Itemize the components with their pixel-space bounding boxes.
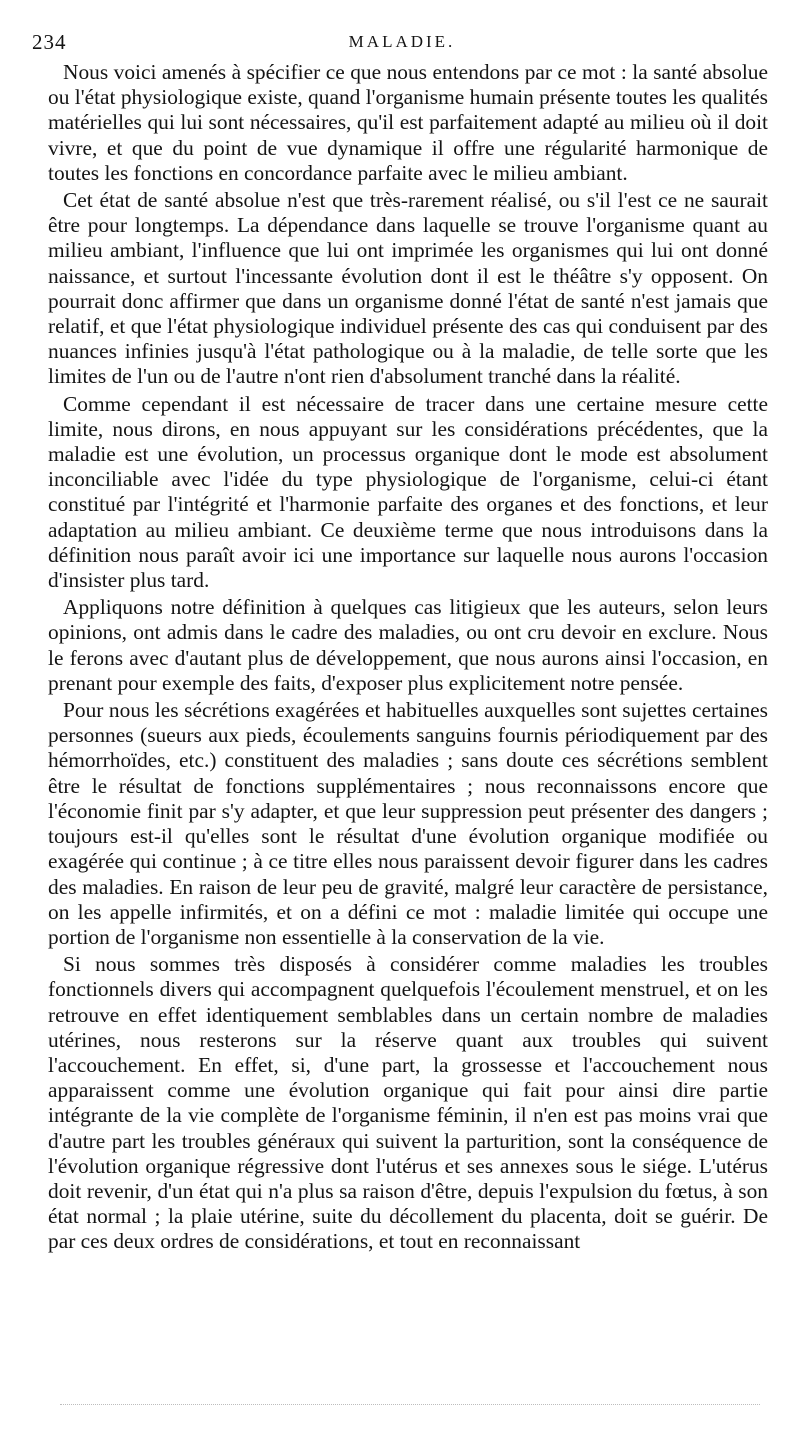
paragraph-4: Appliquons notre définition à quelques cas litigieux que les auteurs, selon leurs opinions, ont admis dans le cadre des maladies, ou ont cru devoir en exclure. Nous le ferons avec d'autant plus de développement, que nous aurons ainsi l'occasion, en prenant pour exemple des faits, d'exposer plus explicitement notre pensée. (48, 595, 768, 695)
paragraph-1: Nous voici amenés à spécifier ce que nous entendons par ce mot : la santé absolue ou l'état physiologique existe, quand l'organisme humain présente toutes les qualités matérielles qui lui sont nécessaires, qu'il est parfaitement adapté au milieu où il doit vivre, et que du point de vue dynamique il offre une régularité harmonique de toutes les fonctions en concordance parfaite avec le milieu ambiant. (48, 60, 768, 185)
page-number: 234 (32, 30, 67, 54)
running-title: MALADIE. (348, 32, 456, 51)
paragraph-5: Pour nous les sécrétions exagérées et habituelles auxquelles sont sujettes certaines personnes (sueurs aux pieds, écoulements sanguins fournis périodiquement par des hémorrhoïdes, etc.) constituent des maladies ; sans doute ces sécrétions semblent être le résultat de fonctions supplémentaires ; nous reconnaissons encore que l'économie finit par s'y adapter, et que leur suppression peut présenter des dangers ; toujours est-il qu'elles sont le résultat d'une évolution organique modifiée ou exagérée qui continue ; à ce titre elles nous paraissent devoir figurer dans les cadres des maladies. En raison de leur peu de gravité, malgré leur caractère de persistance, on les appelle infirmités, et on a défini ce mot : maladie limitée qui occupe une portion de l'organisme non essentielle à la conservation de la vie. (48, 698, 768, 949)
paragraph-6: Si nous sommes très disposés à considérer comme maladies les troubles fonctionnels divers qui accompagnent quelquefois l'écoulement menstruel, et on les retrouve en effet identiquement semblables dans un certain nombre de maladies utérines, nous resterons sur la réserve quant aux troubles qui suivent l'accouchement. En effet, si, d'une part, la grossesse et l'accouchement nous apparaissent comme une évolution organique qui fait pour ainsi dire partie intégrante de la vie complète de l'organisme féminin, il n'en est pas moins vrai que d'autre part les troubles généraux qui suivent la parturition, sont la conséquence de l'évolution organique régressive dont l'utérus et ses annexes sous le siége. L'utérus doit revenir, d'un état qui n'a plus sa raison d'être, depuis l'expulsion du fœtus, à son état normal ; la plaie utérine, suite du décollement du placenta, doit se guérir. De par ces deux ordres de considérations, et tout en reconnaissant (48, 952, 768, 1254)
paragraph-3: Comme cependant il est nécessaire de tracer dans une certaine mesure cette limite, nous dirons, en nous appuyant sur les considérations précédentes, que la maladie est une évolution, un processus organique dont le mode est absolument inconciliable avec l'idée du type physiologique de l'organisme, celui-ci étant constitué par l'intégrité et l'harmonie parfaite des organes et des fonctions, et leur adaptation au milieu ambiant. Ce deuxième terme que nous introduisons dans la définition nous paraît avoir ici une importance sur laquelle nous aurons l'occasion d'insister plus tard. (48, 391, 768, 593)
body-text (48, 60, 768, 1257)
bottom-dotted-line (60, 1404, 760, 1405)
paragraph-2: Cet état de santé absolue n'est que très-rarement réalisé, ou s'il l'est ce ne saurait être pour longtemps. La dépendance dans laquelle se trouve l'organisme quant au milieu ambiant, l'influence que lui ont imprimée les organismes qui lui ont donné naissance, et surtout l'incessante évolution dont il est le théâtre s'y opposent. On pourrait donc affirmer que dans un organisme donné l'état de santé n'est jamais que relatif, et que l'état physiologique individuel présente des cas qui conduisent par des nuances infinies jusqu'à l'état pathologique ou à la maladie, de telle sorte que les limites de l'un ou de l'autre n'ont rien d'absolument tranché dans la réalité. (48, 188, 768, 389)
page-header (32, 30, 772, 56)
